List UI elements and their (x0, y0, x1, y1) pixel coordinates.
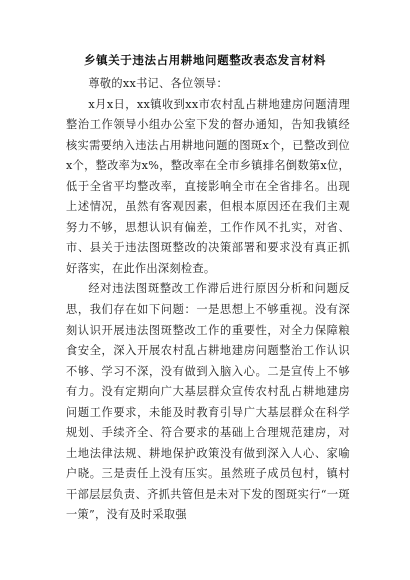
salutation: 尊敬的xx书记、各位领导： (88, 77, 228, 90)
document-body (66, 74, 350, 526)
body-paragraph: 经对违法图斑整改工作滞后进行原因分析和问题反思，我们存在如下问题：一是思想上不够重视。没有深刻认识开展违法图斑整改工作的重要性，对全力保障粮食安全，深入开展农村乱占耕地建房问题整治工作认识不够、学习不深，没有做到入脑入心。二是宣传上不够有力。没有定期向广大基层群众宣传农村乱占耕地建房问题工作要求，未能及时教育引导广大基层群众在科学规划、手续齐全、符合要求的基础上合理规范建房，对土地法律法规、耕地保护政策没有做到深入人心、家喻户晓。三是责任上没有压实。虽然班子成员包村，镇村干部层层负责、齐抓共管但是未对下发的图斑实行“一斑一策”，没有及时采取强 (66, 282, 350, 522)
document-title: 乡镇关于违法占用耕地问题整改表态发言材料 (84, 53, 326, 67)
body-paragraph: x月x日，xx镇收到xx市农村乱占耕地建房问题清理整治工作领导小组办公室下发的督办通知，告知我镇经核实需要纳入违法占用耕地问题的图斑x个，已整改到位x个，整改率为x%，整改率在全市乡镇排名倒数第x位，低于全省平均整改率，直接影响全市在全省排名。出现上述情况，虽然有客观因素，但根本原因还在我们主观努力不够，思想认识有偏差，工作作风不扎实，对省、市、县关于违法图斑整改的决策部署和要求没有真正抓好落实，在此作出深刻检查。 (66, 97, 350, 275)
